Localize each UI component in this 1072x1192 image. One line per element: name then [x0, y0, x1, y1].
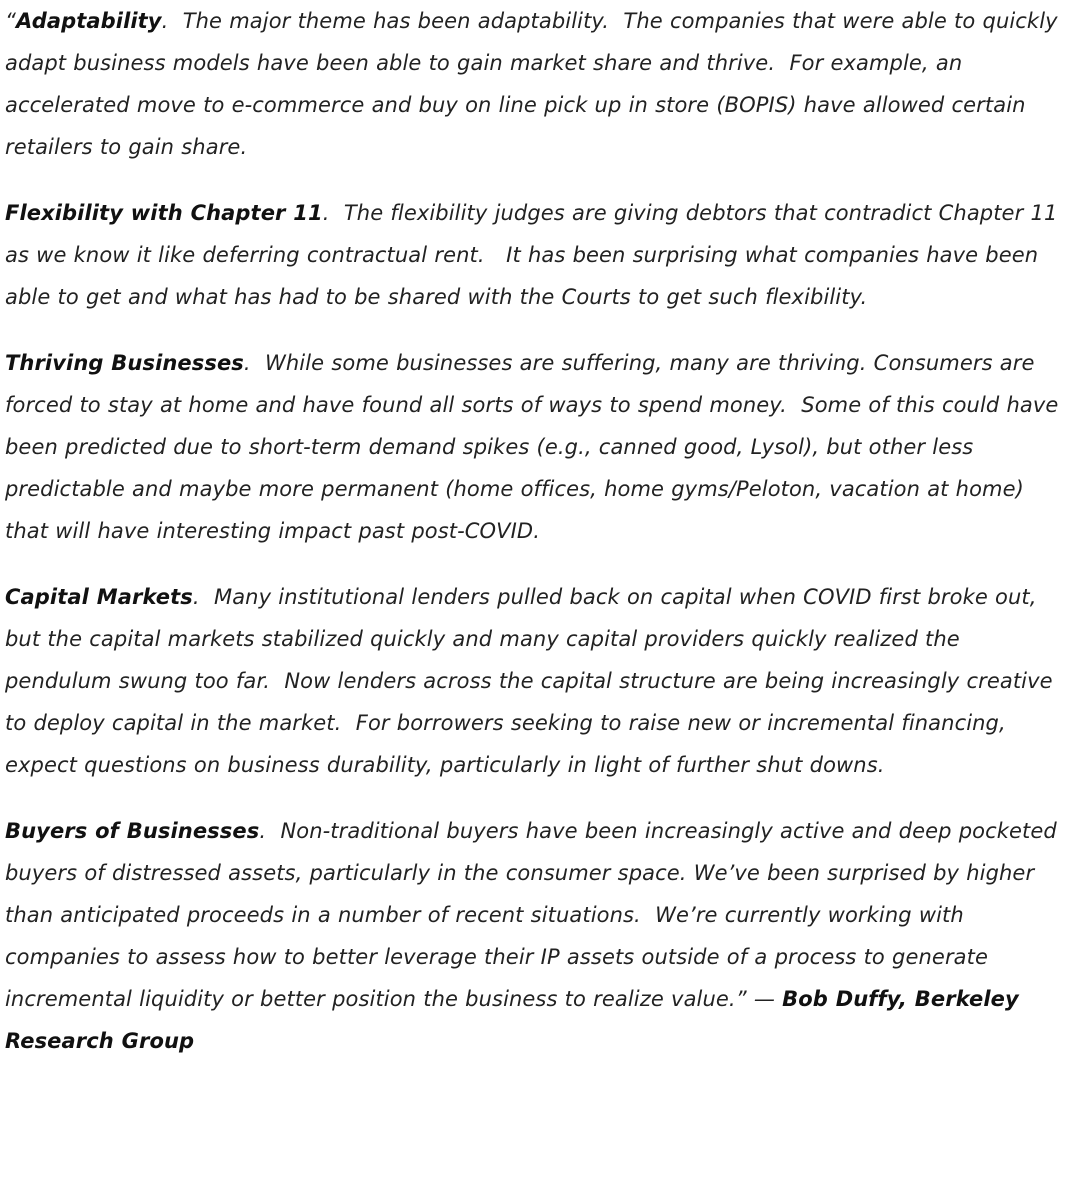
- attribution-dash: —: [746, 987, 783, 1011]
- opening-quote-mark: “: [5, 9, 16, 33]
- paragraph-adaptability: [5, 0, 1072, 168]
- paragraph-thriving-businesses: [5, 342, 1072, 552]
- paragraph-text: . Many institutional lenders pulled back on capital when COVID first broke out, but the capital markets stabilized quickly and many capital providers quickly realized the pendulum swung too far. Now lenders across the capital structure are being increasingly creative to deploy capital in the market. For borrowers seeking to raise new or incremental financing, expect questions on business durability, particularly in light of further shut downs.: [5, 585, 1060, 777]
- paragraph-heading: Buyers of Businesses: [5, 819, 260, 843]
- paragraph-text: . The major theme has been adaptability. The companies that were able to quickly adapt business models have been able to gain market share and thrive. For example, an accelerated move to e-commerce and buy on line pick up in store (BOPIS) have allowed certain retailers to gain share.: [5, 9, 1065, 159]
- paragraph-text: . While some businesses are suffering, many are thriving. Consumers are forced to stay at home and have found all sorts of ways to spend money. Some of this could have been predicted due to short-term demand spikes (e.g., canned good, Lysol), but other less predictable and maybe more permanent (home offices, home gyms/Peloton, vacation at home) that will have interesting impact past post-COVID.: [5, 351, 1066, 543]
- paragraph-text: . Non-traditional buyers have been increasingly active and deep pocketed buyers of distressed assets, particularly in the consumer space. We’ve been surprised by higher than anticipated proceeds in a number of recent situations. We’re currently working with companies to assess how to better leverage their IP assets outside of a process to generate incremental liquidity or better position the business to realize value.”: [5, 819, 1065, 1011]
- paragraph-text: . The flexibility judges are giving debtors that contradict Chapter 11 as we know it like deferring contractual rent. It has been surprising what companies have been able to get and what has had to be shared with the Courts to get such flexibility.: [5, 201, 1065, 309]
- paragraph-flexibility-chapter-11: [5, 192, 1072, 318]
- paragraph-heading: Adaptability: [15, 9, 162, 33]
- paragraph-heading: Flexibility with Chapter 11: [5, 201, 323, 225]
- paragraph-capital-markets: [5, 576, 1072, 786]
- attribution-byline: Bob Duffy, Berkeley Research Group: [5, 987, 1027, 1053]
- paragraph-buyers-of-businesses: [5, 810, 1072, 1062]
- paragraph-heading: Thriving Businesses: [5, 351, 244, 375]
- paragraph-heading: Capital Markets: [5, 585, 193, 609]
